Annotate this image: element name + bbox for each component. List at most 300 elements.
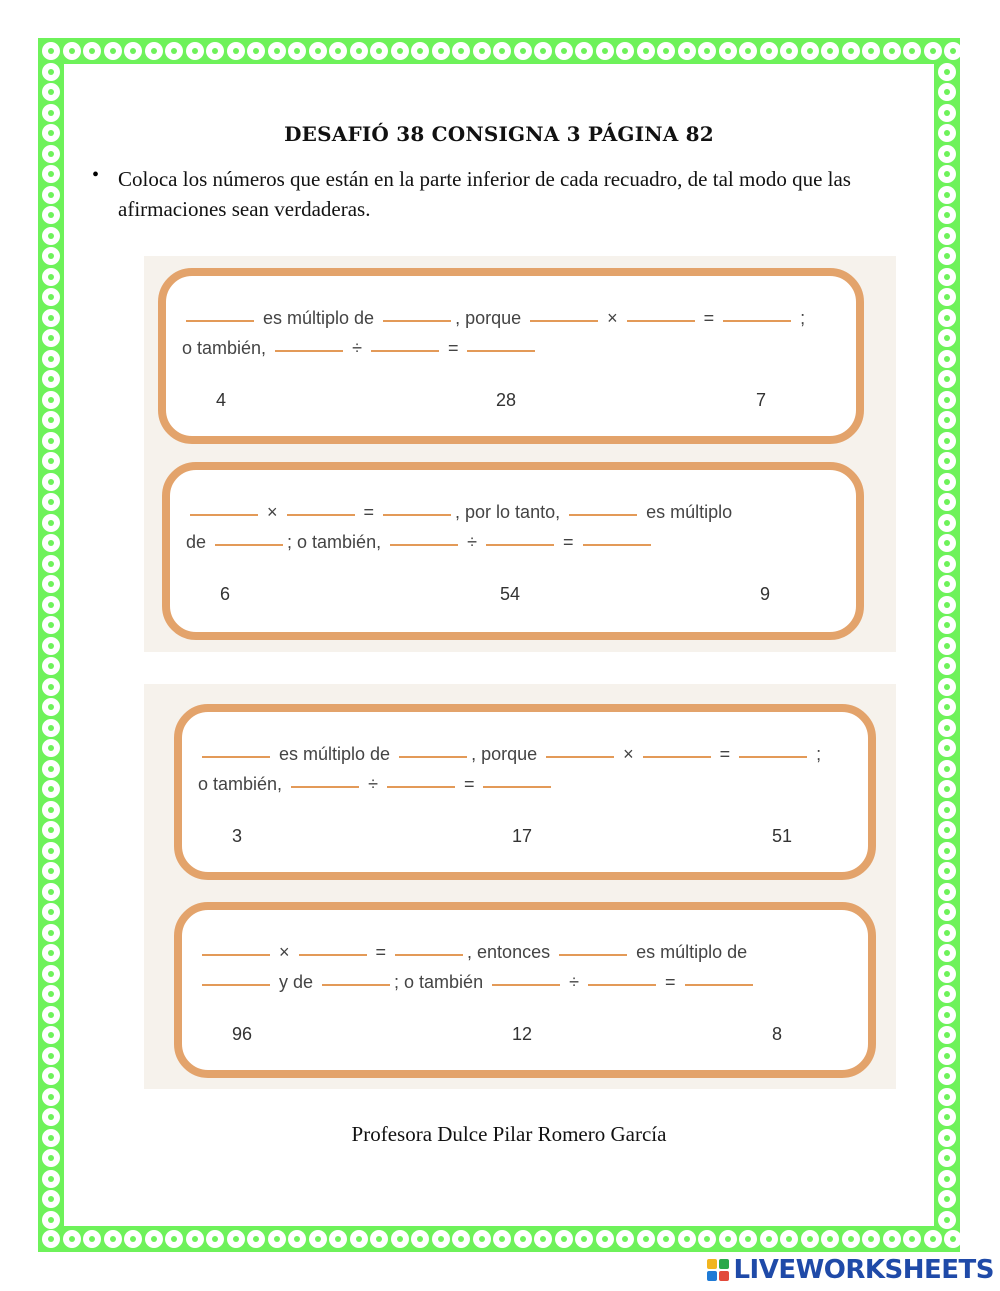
flower-icon — [940, 1008, 954, 1022]
flower-icon — [44, 1172, 58, 1186]
flower-icon — [44, 65, 58, 79]
flower-icon — [44, 413, 58, 427]
statement-text: ; o también, — [287, 532, 387, 552]
flower-icon — [940, 557, 954, 571]
answer-blank[interactable] — [387, 785, 455, 788]
flower-icon — [762, 1232, 776, 1246]
flower-icon — [680, 44, 694, 58]
flower-icon — [940, 1151, 954, 1165]
page-title: DESAFIÓ 38 CONSIGNA 3 PÁGINA 82 — [284, 122, 714, 146]
statement-text: = — [458, 774, 480, 794]
flower-icon — [659, 44, 673, 58]
flower-icon — [940, 700, 954, 714]
exercise-card — [174, 902, 876, 1078]
flower-icon — [557, 1232, 571, 1246]
statement-text: es múltiplo de — [258, 308, 380, 328]
flower-icon — [44, 946, 58, 960]
statement-text: , porque — [455, 308, 527, 328]
flower-icon — [44, 803, 58, 817]
flower-icon — [393, 1232, 407, 1246]
statement-text: o también, — [198, 774, 288, 794]
statement-text: ; — [811, 744, 822, 764]
flower-icon — [618, 44, 632, 58]
flower-icon — [475, 44, 489, 58]
flower-icon — [598, 44, 612, 58]
flower-icon — [940, 434, 954, 448]
flower-icon — [44, 229, 58, 243]
flower-icon — [940, 987, 954, 1001]
flower-icon — [208, 44, 222, 58]
flower-icon — [940, 1090, 954, 1104]
flower-icon — [44, 1049, 58, 1063]
flower-icon — [147, 44, 161, 58]
flower-icon — [290, 1232, 304, 1246]
flower-icon — [940, 331, 954, 345]
flower-icon — [188, 1232, 202, 1246]
answer-blank[interactable] — [383, 513, 451, 516]
flower-icon — [167, 44, 181, 58]
decorative-border — [38, 38, 960, 1252]
flower-icon — [44, 290, 58, 304]
flower-icon — [940, 85, 954, 99]
flower-icon — [926, 1232, 940, 1246]
number-option[interactable]: 7 — [756, 390, 767, 410]
flower-icon — [946, 44, 960, 58]
flower-icon — [940, 680, 954, 694]
flower-icon — [940, 598, 954, 612]
answer-blank[interactable] — [483, 785, 551, 788]
flower-icon — [940, 1049, 954, 1063]
flower-icon — [803, 44, 817, 58]
flower-icon — [44, 1151, 58, 1165]
answer-blank[interactable] — [627, 319, 695, 322]
flower-icon — [940, 946, 954, 960]
flower-icon — [516, 1232, 530, 1246]
flower-icon — [270, 44, 284, 58]
statement-line — [166, 338, 856, 359]
flower-icon — [65, 1232, 79, 1246]
flower-icon — [940, 618, 954, 632]
flower-icon — [940, 270, 954, 284]
answer-blank[interactable] — [202, 983, 270, 986]
flower-icon — [44, 598, 58, 612]
flower-icon — [940, 577, 954, 591]
flower-icon — [926, 44, 940, 58]
exercise-card — [162, 462, 864, 640]
statement-line — [182, 774, 868, 795]
answer-blank[interactable] — [530, 319, 598, 322]
flower-icon — [311, 44, 325, 58]
flower-icon — [44, 454, 58, 468]
flower-icon — [940, 1110, 954, 1124]
flower-icon — [762, 44, 776, 58]
flower-icon — [940, 823, 954, 837]
flower-icon — [44, 434, 58, 448]
statement-text: = — [698, 308, 720, 328]
answer-blank[interactable] — [546, 755, 614, 758]
flower-icon — [434, 44, 448, 58]
flower-icon — [454, 44, 468, 58]
flower-icon — [946, 1232, 960, 1246]
flower-icon — [905, 1232, 919, 1246]
flower-icon — [940, 864, 954, 878]
flower-icon — [940, 475, 954, 489]
flower-icon — [940, 106, 954, 120]
liveworksheets-logo-icon — [707, 1259, 729, 1281]
flower-icon — [536, 1232, 550, 1246]
flower-icon — [44, 659, 58, 673]
flower-icon — [44, 536, 58, 550]
answer-blank[interactable] — [322, 983, 390, 986]
brand-name: LIVEWORKSHEETS — [733, 1255, 994, 1285]
flower-icon — [844, 1232, 858, 1246]
flower-icon — [940, 885, 954, 899]
flower-icon — [557, 44, 571, 58]
number-option[interactable]: 96 — [232, 1024, 253, 1044]
teacher-signature: Profesora Dulce Pilar Romero García — [351, 1122, 667, 1146]
flower-icon — [940, 167, 954, 181]
flower-icon — [44, 1110, 58, 1124]
answer-blank[interactable] — [371, 349, 439, 352]
flower-icon — [940, 352, 954, 366]
flower-icon — [721, 1232, 735, 1246]
flower-icon — [44, 885, 58, 899]
answer-blank[interactable] — [588, 983, 656, 986]
flower-icon — [44, 495, 58, 509]
number-option[interactable]: 6 — [220, 584, 231, 604]
flower-icon — [940, 1028, 954, 1042]
flower-icon — [44, 352, 58, 366]
number-option[interactable]: 17 — [512, 826, 533, 846]
flower-icon — [44, 1131, 58, 1145]
flower-icon — [44, 44, 58, 58]
flower-icon — [44, 741, 58, 755]
answer-blank[interactable] — [190, 513, 258, 516]
flower-icon — [44, 721, 58, 735]
brand-watermark[interactable] — [707, 1255, 994, 1285]
exercise-panel-1 — [144, 256, 896, 652]
flower-icon — [106, 44, 120, 58]
answer-blank[interactable] — [215, 543, 283, 546]
flower-icon — [331, 44, 345, 58]
flower-icon — [940, 926, 954, 940]
flower-icon — [126, 1232, 140, 1246]
flower-icon — [940, 290, 954, 304]
statement-text: es múltiplo — [641, 502, 733, 522]
worksheet-page — [64, 64, 934, 1226]
flower-icon — [44, 1192, 58, 1206]
flower-icon — [290, 44, 304, 58]
number-option[interactable]: 9 — [760, 584, 771, 604]
statement-text: = — [659, 972, 681, 992]
flower-icon — [940, 229, 954, 243]
flower-icon — [44, 311, 58, 325]
flower-icon — [495, 44, 509, 58]
flower-icon — [44, 762, 58, 776]
flower-icon — [44, 126, 58, 140]
flower-icon — [721, 44, 735, 58]
flower-icon — [940, 905, 954, 919]
flower-icon — [659, 1232, 673, 1246]
flower-icon — [44, 1008, 58, 1022]
statement-text: × — [618, 744, 639, 764]
flower-icon — [940, 844, 954, 858]
instruction-text: Coloca los números que están en la parte inferior de cada recuadro, de tal modo que las afirmaciones sean verdaderas. — [118, 167, 851, 221]
flower-icon — [782, 1232, 796, 1246]
flower-icon — [940, 1172, 954, 1186]
flower-icon — [331, 1232, 345, 1246]
answer-blank[interactable] — [202, 953, 270, 956]
flower-icon — [44, 926, 58, 940]
flower-icon — [639, 1232, 653, 1246]
answer-blank[interactable] — [186, 319, 254, 322]
statement-line — [166, 308, 856, 329]
flower-icon — [885, 1232, 899, 1246]
flower-icon — [44, 1069, 58, 1083]
flower-icon — [44, 557, 58, 571]
flower-icon — [44, 700, 58, 714]
flower-icon — [940, 126, 954, 140]
exercise-card — [158, 268, 864, 444]
flower-icon — [844, 44, 858, 58]
flower-icon — [44, 639, 58, 653]
statement-text: y de — [274, 972, 319, 992]
flower-icon — [44, 147, 58, 161]
flower-icon — [885, 44, 899, 58]
statement-text: = — [442, 338, 464, 358]
flower-icon — [44, 372, 58, 386]
statement-text: = — [370, 942, 392, 962]
flower-icon — [352, 1232, 366, 1246]
statement-line — [182, 942, 868, 963]
flower-icon — [940, 782, 954, 796]
flower-icon — [44, 393, 58, 407]
number-option[interactable]: 8 — [772, 1024, 783, 1044]
flower-icon — [940, 147, 954, 161]
flower-icon — [864, 1232, 878, 1246]
flower-icon — [44, 782, 58, 796]
flower-icon — [44, 905, 58, 919]
flower-icon — [940, 1131, 954, 1145]
answer-blank[interactable] — [569, 513, 637, 516]
answer-blank[interactable] — [399, 755, 467, 758]
flower-icon — [85, 44, 99, 58]
flower-icon — [44, 188, 58, 202]
answer-blank[interactable] — [202, 755, 270, 758]
flower-icon — [44, 270, 58, 284]
number-option[interactable]: 54 — [500, 584, 521, 604]
flower-icon — [940, 803, 954, 817]
statement-text: ÷ — [363, 774, 383, 794]
flower-icon — [44, 475, 58, 489]
answer-blank[interactable] — [559, 953, 627, 956]
flower-icon — [352, 44, 366, 58]
flower-icon — [577, 1232, 591, 1246]
flower-icon — [393, 44, 407, 58]
flower-icon — [372, 1232, 386, 1246]
flower-icon — [44, 249, 58, 263]
flower-icon — [741, 44, 755, 58]
flower-icon — [940, 1192, 954, 1206]
statement-text: ; — [795, 308, 806, 328]
statement-line — [182, 744, 868, 765]
flower-icon — [940, 967, 954, 981]
number-option[interactable]: 3 — [232, 826, 243, 846]
answer-blank[interactable] — [492, 983, 560, 986]
flower-icon — [44, 331, 58, 345]
answer-blank[interactable] — [395, 953, 463, 956]
flower-icon — [940, 311, 954, 325]
flower-icon — [741, 1232, 755, 1246]
flower-icon — [940, 1213, 954, 1227]
flower-icon — [940, 762, 954, 776]
flower-icon — [864, 44, 878, 58]
flower-icon — [44, 680, 58, 694]
flower-icon — [700, 44, 714, 58]
statement-text: = — [714, 744, 736, 764]
flower-icon — [249, 44, 263, 58]
flower-icon — [229, 44, 243, 58]
flower-icon — [65, 44, 79, 58]
flower-icon — [434, 1232, 448, 1246]
flower-icon — [270, 1232, 284, 1246]
statement-line — [182, 972, 868, 993]
flower-icon — [823, 1232, 837, 1246]
statement-text: × — [262, 502, 283, 522]
flower-icon — [44, 864, 58, 878]
flower-icon — [516, 44, 530, 58]
flower-icon — [823, 44, 837, 58]
statement-text: o también, — [182, 338, 272, 358]
flower-icon — [940, 1069, 954, 1083]
flower-icon — [44, 167, 58, 181]
flower-icon — [229, 1232, 243, 1246]
exercise-panel-2 — [144, 684, 896, 1089]
flower-icon — [700, 1232, 714, 1246]
statement-text: de — [186, 532, 212, 552]
statement-text: × — [274, 942, 295, 962]
flower-icon — [940, 454, 954, 468]
statement-text: ; o también — [394, 972, 489, 992]
statement-text: es múltiplo de — [274, 744, 396, 764]
flower-icon — [639, 44, 653, 58]
answer-blank[interactable] — [299, 953, 367, 956]
flower-icon — [680, 1232, 694, 1246]
flower-icon — [577, 44, 591, 58]
flower-icon — [940, 721, 954, 735]
flower-icon — [311, 1232, 325, 1246]
statement-text: ÷ — [347, 338, 367, 358]
flower-icon — [188, 44, 202, 58]
number-option[interactable]: 4 — [216, 390, 227, 410]
answer-blank[interactable] — [643, 755, 711, 758]
flower-icon — [44, 1090, 58, 1104]
statement-text: , por lo tanto, — [455, 502, 566, 522]
flower-icon — [598, 1232, 612, 1246]
answer-blank[interactable] — [275, 349, 343, 352]
flower-icon — [940, 495, 954, 509]
flower-icon — [940, 372, 954, 386]
flower-icon — [44, 106, 58, 120]
flower-icon — [44, 823, 58, 837]
statement-text: , porque — [471, 744, 543, 764]
answer-blank[interactable] — [739, 755, 807, 758]
flower-icon — [413, 1232, 427, 1246]
flower-icon — [106, 1232, 120, 1246]
statement-line — [170, 532, 856, 553]
statement-text: ÷ — [462, 532, 482, 552]
answer-blank[interactable] — [287, 513, 355, 516]
flower-icon — [940, 741, 954, 755]
flower-icon — [44, 577, 58, 591]
number-option[interactable]: 28 — [496, 390, 517, 410]
exercise-card — [174, 704, 876, 880]
flower-icon — [147, 1232, 161, 1246]
flower-icon — [454, 1232, 468, 1246]
flower-icon — [940, 536, 954, 550]
flower-icon — [940, 413, 954, 427]
number-option[interactable]: 51 — [772, 826, 793, 846]
answer-blank[interactable] — [383, 319, 451, 322]
flower-icon — [940, 188, 954, 202]
statement-text: , entonces — [467, 942, 556, 962]
flower-icon — [940, 659, 954, 673]
flower-icon — [803, 1232, 817, 1246]
answer-blank[interactable] — [291, 785, 359, 788]
flower-icon — [940, 208, 954, 222]
flower-icon — [249, 1232, 263, 1246]
flower-icon — [413, 44, 427, 58]
flower-icon — [782, 44, 796, 58]
statement-text: es múltiplo de — [631, 942, 748, 962]
flower-icon — [44, 85, 58, 99]
statement-line — [170, 502, 856, 523]
flower-icon — [44, 1028, 58, 1042]
flower-icon — [940, 516, 954, 530]
statement-text: = — [557, 532, 579, 552]
flower-icon — [208, 1232, 222, 1246]
flower-icon — [618, 1232, 632, 1246]
statement-text: = — [358, 502, 380, 522]
answer-blank[interactable] — [486, 543, 554, 546]
flower-icon — [905, 44, 919, 58]
flower-icon — [475, 1232, 489, 1246]
flower-icon — [44, 967, 58, 981]
answer-blank[interactable] — [583, 543, 651, 546]
flower-icon — [44, 208, 58, 222]
flower-icon — [940, 393, 954, 407]
flower-icon — [44, 987, 58, 1001]
flower-icon — [940, 65, 954, 79]
flower-icon — [167, 1232, 181, 1246]
answer-blank[interactable] — [390, 543, 458, 546]
bullet-icon: • — [92, 164, 100, 186]
statement-text: × — [602, 308, 623, 328]
flower-icon — [940, 639, 954, 653]
flower-icon — [44, 1232, 58, 1246]
answer-blank[interactable] — [467, 349, 535, 352]
flower-icon — [372, 44, 386, 58]
answer-blank[interactable] — [723, 319, 791, 322]
flower-icon — [495, 1232, 509, 1246]
flower-icon — [85, 1232, 99, 1246]
flower-icon — [940, 249, 954, 263]
flower-icon — [44, 844, 58, 858]
flower-icon — [44, 618, 58, 632]
statement-text: ÷ — [564, 972, 584, 992]
number-option[interactable]: 12 — [512, 1024, 533, 1044]
answer-blank[interactable] — [685, 983, 753, 986]
